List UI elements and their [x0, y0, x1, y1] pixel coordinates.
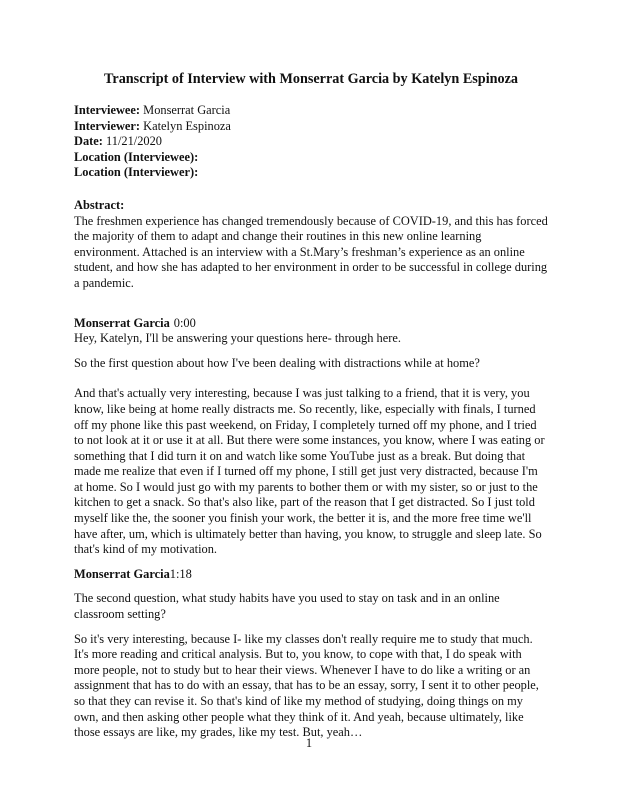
date-label: Date: — [74, 134, 103, 149]
location-interviewer-label: Location (Interviewer): — [74, 165, 199, 180]
date-value: 11/21/2020 — [106, 134, 163, 149]
interviewer-label: Interviewer: — [74, 118, 141, 133]
document-title: Transcript of Interview with Monserrat Garcia by Katelyn Espinoza — [103, 71, 519, 87]
speaker-name: Monserrat Garcia — [74, 315, 170, 330]
transcript-line: Hey, Katelyn, I'll be answering your questions here- through here. — [74, 331, 401, 346]
document-body — [74, 70, 548, 741]
interviewer-line — [74, 119, 548, 135]
transcript-paragraph: And that's actually very interesting, because I was just talking to a friend, that it is very, you know, like being at home really distracts me. So recently, like, especially with finals, I turned off my phone like this past weekend, on Friday, I completely turned off my phone, and I tried to not look at it or use it at all. But there were some instances, you know, where I was eating or something that I did turn it on and watch like some YouTube just as a break. But doing that made me realize that even if I turned off my phone, I still get just very distracted, because I'm at home. So I would just go with my parents to bother them or with my sister, so or just to the kitchen to get a snack. So that's also like, part of the reason that I get distracted. So I just told myself like the, the sooner you finish your work, the better it is, and the more free time we'll have after, um, which is ultimately better than having, you know, to struggle and sleep late. So that's kind of my motivation. — [74, 386, 545, 557]
interviewee-line — [74, 103, 548, 119]
timestamp: 1:18 — [169, 566, 192, 581]
interview-metadata — [74, 103, 548, 181]
speaker-turn-header — [74, 567, 548, 583]
timestamp: 0:00 — [173, 315, 196, 330]
interviewer-value: Katelyn Espinoza — [143, 118, 231, 133]
page-number: 1 — [305, 736, 313, 750]
abstract-text: The freshmen experience has changed tremendously because of COVID-19, and this has forced the majority of them to adapt and change their routines in this new online learning environment. Attached is an interview with a St.Mary’s freshman’s experience as an online student, and how she has adapted to her environment in order to be successful in college during a pandemic. — [74, 213, 548, 290]
transcript-line: The second question, what study habits have you used to stay on task and in an online classroom setting? — [74, 591, 500, 622]
speaker-name: Monserrat Garcia — [74, 566, 170, 581]
transcript-line: So the first question about how I've been dealing with distractions while at home? — [74, 355, 480, 370]
interviewee-value: Monserrat Garcia — [143, 103, 231, 117]
location-interviewee-label: Location (Interviewee): — [74, 149, 199, 164]
date-line — [74, 134, 548, 150]
transcript-paragraph: So it's very interesting, because I- like my classes don't really require me to study that much. It's more reading and critical analysis. But to, you know, to cope with that, I do speak with more people, not to study but to hear their views. Whenever I have to do like a writing or an assignment that has to do with an essay, that has to be an essay, sorry, I sent it to other people, so that they can revise it. So that's kind of like my method of studying, doing things on my own, and then asking other people what they think of it. And yeah, because ultimately, like those essays are like, my grades, like my test. But, yeah… — [74, 631, 539, 740]
speaker-turn-header — [74, 316, 548, 332]
abstract-heading: Abstract: — [74, 197, 125, 212]
interviewee-label: Interviewee: — [74, 103, 141, 117]
